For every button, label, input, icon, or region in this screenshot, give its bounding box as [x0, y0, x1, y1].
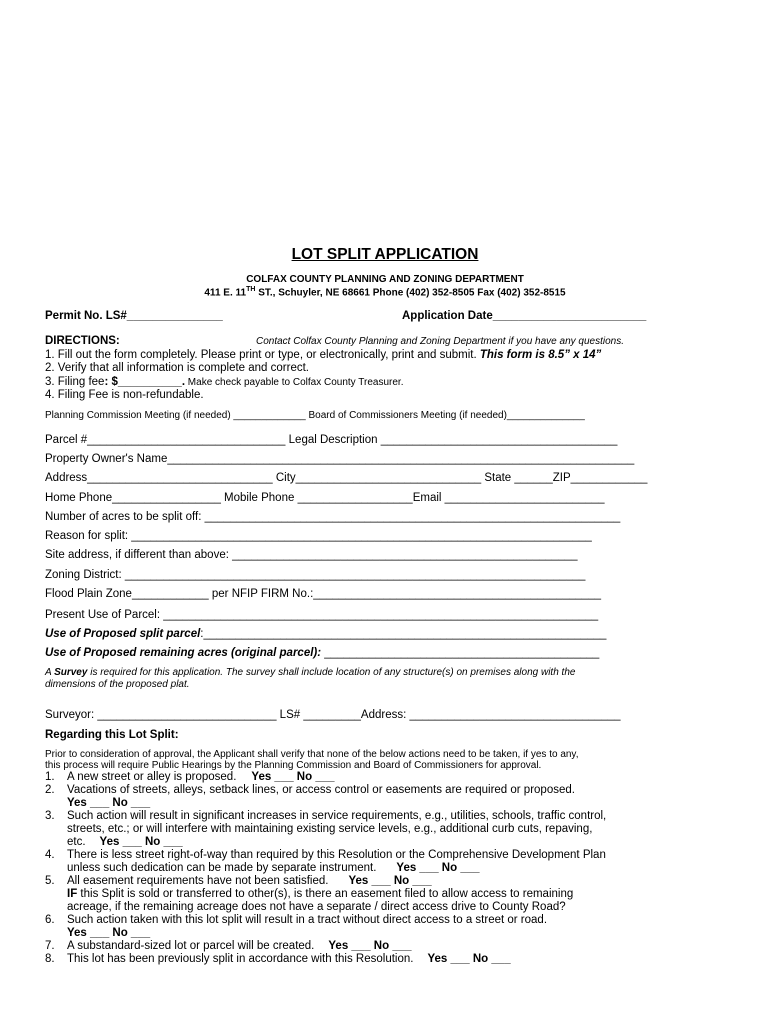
- list-item-7: 7. A substandard-sized lot or parcel will be created. Yes ___ No ___: [45, 940, 412, 952]
- survey-note-line-2: dimensions of the proposed plat.: [45, 679, 190, 690]
- application-date-field[interactable]: Application Date________________________: [402, 310, 647, 322]
- proposed-use-field[interactable]: Use of Proposed split parcel:_______________________________________________________________: [45, 628, 607, 640]
- list-item-1: 1. A new street or alley is proposed. Yes ___ No ___: [45, 771, 335, 783]
- list-item-3-cont: streets, etc.; or will interfere with maintaining existing service levels, e.g., additional curb cuts, repaving,: [67, 823, 593, 835]
- survey-note-line-1: A Survey is required for this application. The survey shall include location of any structure(s) on premises along with the: [45, 667, 576, 678]
- list-item-3: 3. Such action will result in significant increases in service requirements, e.g., utilities, schools, traffic control,: [45, 810, 607, 822]
- list-item-6: 6. Such action taken with this lot split will result in a tract without direct access to a street or road.: [45, 914, 548, 926]
- surveyor-field[interactable]: Surveyor: ____________________________ LS# _________Address: _________________________________: [45, 709, 621, 721]
- yes-no-2[interactable]: Yes ___ No ___: [67, 797, 151, 809]
- zoning-district-field[interactable]: Zoning District: ________________________________________________________________________: [45, 569, 586, 581]
- permit-number-field[interactable]: Permit No. LS#_______________: [45, 310, 223, 322]
- yes-no-7[interactable]: Yes ___ No ___: [328, 940, 412, 952]
- list-item-8: 8. This lot has been previously split in accordance with this Resolution. Yes ___ No ___: [45, 953, 511, 965]
- direction-line-1: 1. Fill out the form completely. Please print or type, or electronically, print and submit. This form is 8.5” x 14”: [45, 349, 602, 361]
- list-item-2: 2. Vacations of streets, alleys, setback lines, or access control or easements are required or proposed.: [45, 784, 575, 796]
- flood-plain-field[interactable]: Flood Plain Zone____________ per NFIP FIRM No.:_____________________________________________: [45, 588, 602, 600]
- yes-no-5[interactable]: Yes ___ No ___: [348, 875, 432, 887]
- remaining-use-field[interactable]: Use of Proposed remaining acres (original parcel): ___________________________________________: [45, 647, 600, 659]
- yes-no-4[interactable]: Yes ___ No ___: [396, 862, 480, 874]
- department-address: 411 E. 11TH ST., Schuyler, NE 68661 Phone (402) 352-8505 Fax (402) 352-8515: [204, 286, 566, 299]
- regarding-heading: Regarding this Lot Split:: [45, 729, 179, 741]
- regarding-intro-2: this process will require Public Hearings by the Planning Commission and Board of Commissioners for approval.: [45, 760, 542, 771]
- list-item-5-cont: acreage, if the remaining acreage does not have a separate / direct access drive to County Road?: [67, 901, 566, 913]
- regarding-intro-1: Prior to consideration of approval, the Applicant shall verify that none of the below actions need to be taken, if yes to any,: [45, 749, 579, 760]
- list-item-5-if: IF this Split is sold or transferred to other(s), is there an easement filed to allow access to remaining: [67, 888, 574, 900]
- yes-no-1[interactable]: Yes ___ No ___: [251, 771, 335, 783]
- address-field[interactable]: Address_____________________________ City_____________________________ State ______ZIP____________: [45, 472, 648, 484]
- yes-no-6[interactable]: Yes ___ No ___: [67, 927, 151, 939]
- list-item-3-end: etc. Yes ___ No ___: [67, 836, 183, 848]
- list-item-5: 5. All easement requirements have not been satisfied. Yes ___ No ___: [45, 875, 432, 887]
- phone-email-field[interactable]: Home Phone_________________ Mobile Phone __________________Email _________________________: [45, 492, 605, 504]
- directions-contact: Contact Colfax County Planning and Zoning Department if you have any questions.: [256, 336, 624, 347]
- form-title: LOT SPLIT APPLICATION: [291, 246, 479, 263]
- site-address-field[interactable]: Site address, if different than above: ______________________________________________________: [45, 549, 578, 561]
- parcel-legal-field[interactable]: Parcel #_______________________________ Legal Description _____________________________________: [45, 434, 618, 446]
- acres-field[interactable]: Number of acres to be split off: _________________________________________________________________: [45, 511, 621, 523]
- direction-line-3: 3. Filing fee: $__________. Make check payable to Colfax County Treasurer.: [45, 376, 404, 388]
- department-name: COLFAX COUNTY PLANNING AND ZONING DEPARTMENT: [246, 274, 524, 285]
- directions-label: DIRECTIONS:: [45, 335, 120, 347]
- yes-no-8[interactable]: Yes ___ No ___: [427, 953, 511, 965]
- list-item-4: 4. There is less street right-of-way than required by this Resolution or the Comprehensive Development Plan: [45, 849, 606, 861]
- property-owner-field[interactable]: Property Owner's Name_________________________________________________________________________: [45, 453, 635, 465]
- yes-no-3[interactable]: Yes ___ No ___: [99, 836, 183, 848]
- meetings-line[interactable]: Planning Commission Meeting (if needed) _____________ Board of Commissioners Meeting (if needed)______________: [45, 410, 585, 421]
- direction-line-4: 4. Filing Fee is non-refundable.: [45, 389, 204, 401]
- direction-line-2: 2. Verify that all information is complete and correct.: [45, 362, 309, 374]
- reason-field[interactable]: Reason for split: ________________________________________________________________________: [45, 530, 592, 542]
- list-item-4-cont: unless such dedication can be made by separate instrument. Yes ___ No ___: [67, 862, 480, 874]
- present-use-field[interactable]: Present Use of Parcel: ____________________________________________________________________: [45, 609, 599, 621]
